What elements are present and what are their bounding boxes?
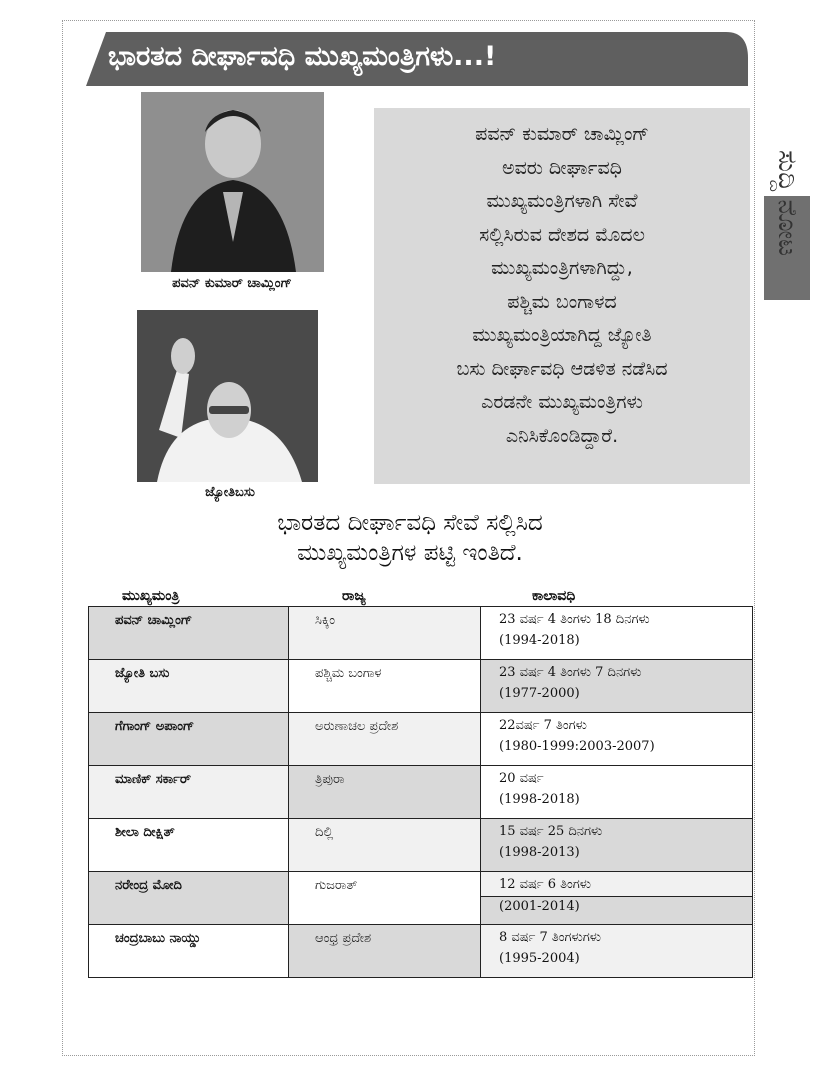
cell-name: ಗೆಗಾಂಗ್ ಅಪಾಂಗ್ <box>89 713 289 766</box>
cell-tenure <box>481 607 753 660</box>
cell-name: ಜ್ಯೋತಿ ಬಸು <box>89 660 289 713</box>
photo-caption-1: ಪವನ್ ಕುಮಾರ್ ಚಾಮ್ಲಿಂಗ್ <box>172 276 292 291</box>
photo-pawan-chamling <box>141 92 324 272</box>
page-title: ಭಾರತದ ದೀರ್ಘಾವಧಿ ಮುಖ್ಯಮಂತ್ರಿಗಳು...! <box>108 41 497 72</box>
info-line: ಪಶ್ಚಿಮ ಬಂಗಾಳದ <box>507 290 617 313</box>
tenure-years: (2001-2014) <box>481 896 752 924</box>
cell-name: ಮಾಣಿಕ್ ಸರ್ಕಾರ್ <box>89 766 289 819</box>
cell-tenure <box>481 766 753 819</box>
info-line: ಎನಿಸಿಕೊಂಡಿದ್ದಾರೆ. <box>505 424 619 447</box>
info-line: ಸಲ್ಲಿಸಿರುವ ದೇಶದ ಮೊದಲ <box>479 223 645 246</box>
list-intro-line: ಭಾರತದ ದೀರ್ಘಾವಧಿ ಸೇವೆ ಸಲ್ಲಿಸಿದ <box>277 510 543 536</box>
list-intro <box>150 508 670 568</box>
info-box-text <box>374 118 750 453</box>
column-header-state: ರಾಜ್ಯ <box>342 588 366 604</box>
cell-tenure <box>481 872 753 925</box>
photo-jyoti-basu <box>137 310 318 482</box>
column-header-chief-minister: ಮುಖ್ಯಮಂತ್ರಿ <box>122 588 180 604</box>
cell-state: ಆಂಧ್ರ ಪ್ರದೇಶ <box>289 925 481 978</box>
table-row <box>89 766 753 819</box>
tenure-years: (1998-2018) <box>499 792 580 807</box>
cell-name: ಪವನ್ ಚಾಮ್ಲಿಂಗ್ <box>89 607 289 660</box>
chief-ministers-table <box>88 606 753 978</box>
table-row <box>89 819 753 872</box>
info-box <box>374 108 750 484</box>
info-line: ಎರಡನೇ ಮುಖ್ಯಮಂತ್ರಿಗಳು <box>481 391 643 413</box>
info-line: ಮುಖ್ಯಮಂತ್ರಿಗಳಾಗಿ ಸೇವೆ <box>486 190 638 212</box>
cell-state: ಸಿಕ್ಕಿಂ <box>289 607 481 660</box>
tenure-years: (1977-2000) <box>499 686 580 701</box>
table-row <box>89 872 753 925</box>
cell-tenure <box>481 713 753 766</box>
cell-state: ಅರುಣಾಚಲ ಪ್ರದೇಶ <box>289 713 481 766</box>
section-tab-label: ಸುದ್ದಿ ನೋಟ <box>772 149 802 257</box>
table-row <box>89 925 753 978</box>
tenure-years: (1995-2004) <box>499 951 580 966</box>
tenure-text: 23 ವರ್ಷ 4 ತಿಂಗಳು 7 ದಿನಗಳು <box>499 665 642 680</box>
table-row <box>89 713 753 766</box>
cell-state: ತ್ರಿಪುರಾ <box>289 766 481 819</box>
cell-tenure <box>481 660 753 713</box>
cell-name: ಶೀಲಾ ದೀಕ್ಷಿತ್ <box>89 819 289 872</box>
table-row <box>89 607 753 660</box>
tenure-text: 22ವರ್ಷ 7 ತಿಂಗಳು <box>499 718 587 733</box>
tenure-text: 23 ವರ್ಷ 4 ತಿಂಗಳು 18 ದಿನಗಳು <box>499 612 650 627</box>
cell-state: ಪಶ್ಚಿಮ ಬಂಗಾಳ <box>289 660 481 713</box>
photo-caption-2: ಜ್ಯೋತಿಬಸು <box>205 485 255 500</box>
info-line: ಮುಖ್ಯಮಂತ್ರಿಯಾಗಿದ್ದ ಜ್ಯೋತಿ <box>472 324 652 346</box>
tenure-years: (1998-2013) <box>499 845 580 860</box>
cell-state: ದಿಲ್ಲಿ <box>289 819 481 872</box>
tenure-text: 8 ವರ್ಷ 7 ತಿಂಗಳುಗಳು <box>499 930 601 945</box>
cell-state: ಗುಜರಾತ್ <box>289 872 481 925</box>
info-line: ಬಸು ದೀರ್ಘಾವಧಿ ಆಡಳಿತ ನಡೆಸಿದ <box>456 357 668 380</box>
cell-name: ಚಂದ್ರಬಾಬು ನಾಯ್ಡು <box>89 925 289 978</box>
cell-tenure <box>481 925 753 978</box>
table-row <box>89 660 753 713</box>
tenure-text: 20 ವರ್ಷ <box>499 771 544 786</box>
info-line: ಅವರು ದೀರ್ಘಾವಧಿ <box>502 156 622 179</box>
tenure-text: 15 ವರ್ಷ 25 ದಿನಗಳು <box>499 824 603 839</box>
tenure-years: (1994-2018) <box>499 633 580 648</box>
column-header-tenure: ಕಾಲಾವಧಿ <box>532 588 576 604</box>
cell-tenure <box>481 819 753 872</box>
cell-name: ನರೇಂದ್ರ ಮೋದಿ <box>89 872 289 925</box>
info-line: ಪವನ್ ಕುಮಾರ್ ಚಾಮ್ಲಿಂಗ್ <box>475 123 649 145</box>
tenure-text: 12 ವರ್ಷ 6 ತಿಂಗಳು <box>499 877 592 892</box>
tenure-years: (1980-1999:2003-2007) <box>499 739 655 754</box>
list-intro-line: ಮುಖ್ಯಮಂತ್ರಿಗಳ ಪಟ್ಟಿ ಇಂತಿದೆ. <box>297 540 523 566</box>
info-line: ಮುಖ್ಯಮಂತ್ರಿಗಳಾಗಿದ್ದು, <box>491 257 633 279</box>
